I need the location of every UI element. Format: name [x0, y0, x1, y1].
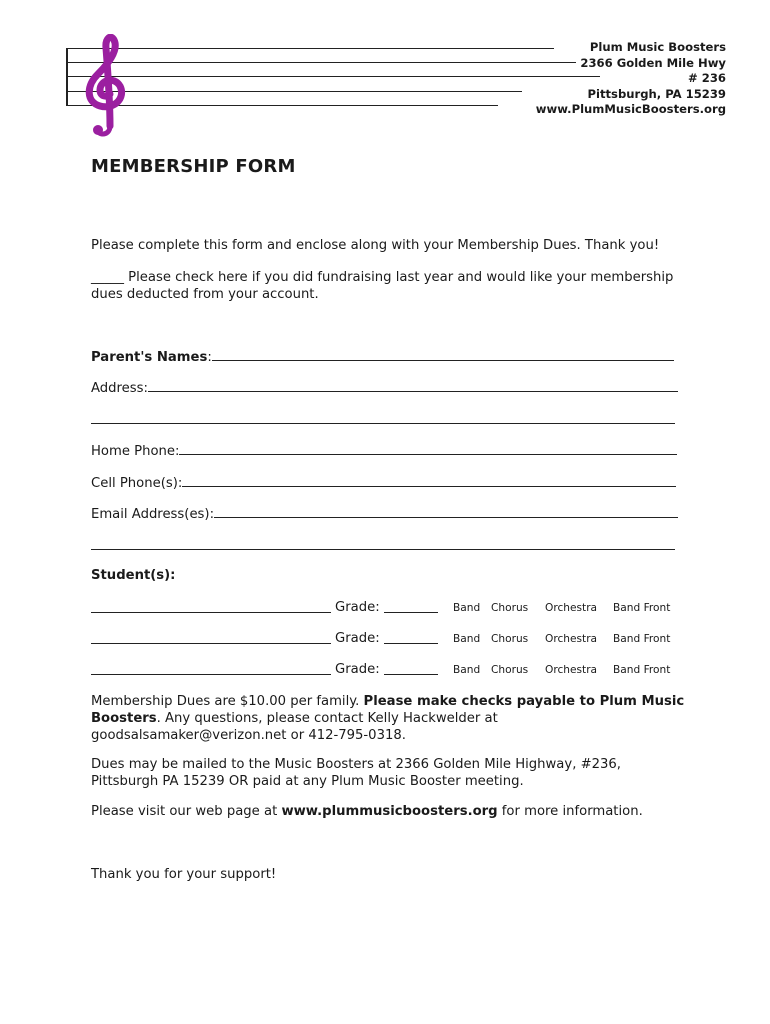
grade-label: Grade: [335, 631, 380, 646]
student-row[interactable] [91, 600, 691, 618]
org-suite: # 236 [688, 71, 726, 85]
address-label: Address: [91, 381, 148, 396]
student-name-line[interactable] [91, 674, 331, 675]
student-name-line[interactable] [91, 643, 331, 644]
intro-text: Please complete this form and enclose along with your Membership Dues. Thank you! [91, 238, 660, 253]
option-band[interactable]: Band [453, 602, 481, 614]
option-chorus[interactable]: Chorus [491, 664, 529, 676]
student-row[interactable] [91, 662, 691, 680]
visit-text-start: Please visit our web page at [91, 804, 282, 819]
mailing-text: Dues may be mailed to the Music Boosters at 2366 Golden Mile Highway, #236, Pittsburgh PA 15239 OR paid at any Plum Music Booster meeting. [91, 757, 621, 789]
option-orchestra[interactable]: Orchestra [545, 664, 598, 676]
address-line-1[interactable] [148, 378, 678, 392]
dues-payable-to: Please make checks payable to Plum Music Boosters [91, 694, 685, 726]
closing-text: Thank you for your support! [91, 867, 277, 882]
home-phone-field[interactable] [91, 441, 677, 459]
dues-text-start: Membership Dues are $10.00 per family. [91, 694, 364, 709]
staff-line [66, 91, 522, 92]
dues-text [91, 693, 691, 744]
email-line-2[interactable] [91, 536, 675, 550]
staff-barline [66, 48, 68, 106]
fundraising-blank[interactable]: _____ [91, 270, 124, 285]
address-field[interactable] [91, 378, 678, 396]
staff-line [66, 48, 554, 49]
org-name: Plum Music Boosters [589, 40, 726, 54]
option-chorus[interactable]: Chorus [491, 633, 529, 645]
email-field[interactable] [91, 504, 678, 522]
dues-contact: . Any questions, please contact Kelly Hackwelder at goodsalsamaker@verizon.net or 412-795-0318. [91, 711, 498, 743]
visit-text [91, 803, 691, 820]
email-line-1[interactable] [214, 504, 678, 518]
email-line-2-field[interactable] [91, 536, 675, 554]
visit-text-end: for more information. [497, 804, 643, 819]
treble-clef-icon [80, 34, 132, 138]
parents-names-label: Parent's Names [91, 350, 208, 365]
option-band-front[interactable]: Band Front [613, 664, 671, 676]
org-website[interactable]: www.PlumMusicBoosters.org [535, 102, 726, 116]
address-line-2[interactable] [91, 410, 675, 424]
cell-phone-label: Cell Phone(s): [91, 476, 183, 491]
option-band-front[interactable]: Band Front [613, 633, 671, 645]
parents-colon: : [207, 350, 212, 365]
website-link[interactable]: www.plummusicboosters.org [281, 804, 498, 819]
student-name-line[interactable] [91, 612, 331, 613]
email-label: Email Address(es): [91, 507, 215, 522]
option-band[interactable]: Band [453, 633, 481, 645]
students-label: Student(s): [91, 568, 176, 583]
parents-names-line[interactable] [212, 347, 674, 361]
student-row[interactable] [91, 631, 691, 649]
parents-names-field[interactable] [91, 347, 674, 365]
grade-line[interactable] [384, 643, 438, 644]
org-city: Pittsburgh, PA 15239 [587, 86, 726, 101]
org-street: 2366 Golden Mile Hwy [580, 55, 726, 70]
grade-label: Grade: [335, 662, 380, 677]
cell-phone-field[interactable] [91, 473, 676, 491]
option-band[interactable]: Band [453, 664, 481, 676]
grade-line[interactable] [384, 612, 438, 613]
fundraising-text: Please check here if you did fundraising last year and would like your membership dues deducted from your account. [91, 270, 674, 302]
grade-label: Grade: [335, 600, 380, 615]
home-phone-label: Home Phone: [91, 444, 180, 459]
grade-line[interactable] [384, 674, 438, 675]
option-orchestra[interactable]: Orchestra [545, 633, 598, 645]
option-orchestra[interactable]: Orchestra [545, 602, 598, 614]
page-title: MEMBERSHIP FORM [91, 156, 296, 177]
fundraising-checkbox-line[interactable] [91, 269, 691, 303]
option-chorus[interactable]: Chorus [491, 602, 529, 614]
cell-phone-line[interactable] [182, 473, 676, 487]
home-phone-line[interactable] [179, 441, 677, 455]
address-line-2-field[interactable] [91, 410, 675, 428]
option-band-front[interactable]: Band Front [613, 602, 671, 614]
organization-address [486, 40, 726, 118]
